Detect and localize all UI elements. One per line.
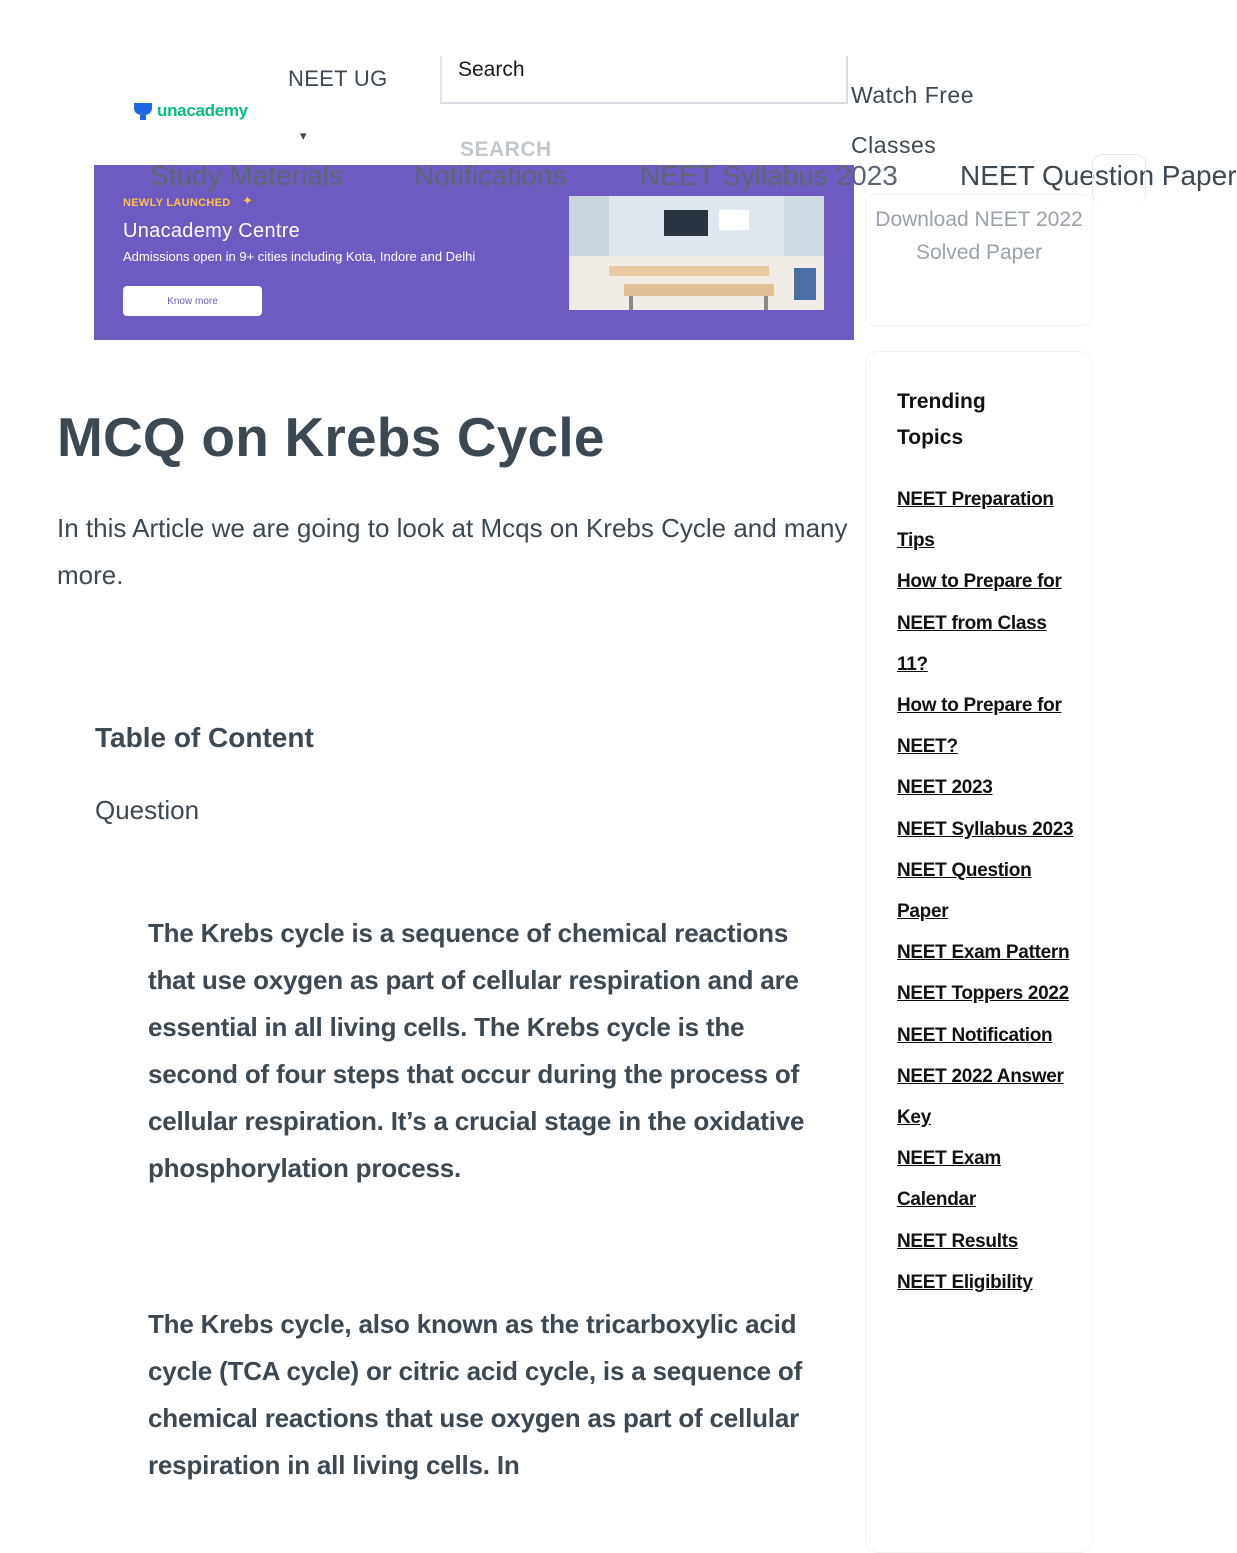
classroom-image — [569, 196, 824, 310]
nav-neet-question-paper[interactable]: NEET Question Paper — [960, 160, 1237, 191]
trending-link[interactable]: NEET Question Paper — [897, 859, 1032, 923]
know-more-button[interactable]: Know more — [123, 286, 262, 316]
banner-title: Unacademy Centre — [123, 220, 301, 242]
nav-neet-syllabus-2023[interactable]: NEET Syllabus 2023 — [640, 160, 898, 191]
trending-item — [897, 973, 1082, 1014]
trending-topics-card — [866, 352, 1092, 1552]
article-paragraph: The Krebs cycle is a sequence of chemical reactions that use oxygen as part of cellular respiration and are essential in all living cells. The Krebs cycle is the second of four steps that occur during the process of cellular respiration. It’s a crucial stage in the oxidative phosphorylation process. — [148, 918, 805, 1183]
toc-title: Table of Content — [95, 722, 314, 753]
trending-item — [897, 1056, 1082, 1138]
banner-badge: NEWLY LAUNCHED — [123, 197, 231, 209]
trending-link[interactable]: NEET Toppers 2022 — [897, 983, 1069, 1005]
logo-icon — [132, 100, 154, 122]
page-title: MCQ on Krebs Cycle — [57, 406, 605, 468]
trending-item — [897, 809, 1082, 850]
unacademy-logo[interactable] — [132, 100, 248, 122]
trending-link[interactable]: How to Prepare for NEET? — [897, 695, 1062, 758]
trending-link[interactable]: NEET Eligibility — [897, 1271, 1033, 1293]
trending-link[interactable]: NEET Exam Pattern — [897, 942, 1070, 964]
chevron-down-icon[interactable]: ▾ — [300, 128, 307, 143]
watch-free-classes-link[interactable]: Watch Free Classes — [851, 82, 975, 158]
trending-item — [897, 767, 1082, 808]
banner-subtitle: Admissions open in 9+ cities including Kota, Indore and Delhi — [123, 249, 476, 264]
article-paragraph: The Krebs cycle, also known as the tricarboxylic acid cycle (TCA cycle) or citric acid cycle, is a sequence of chemical reactions that use oxygen as part of cellular respiration in all living cells. In — [148, 1309, 803, 1480]
trending-item — [897, 479, 1082, 561]
toc-item-question[interactable]: Question — [95, 795, 200, 825]
trending-item — [897, 1138, 1082, 1220]
download-solved-paper-card[interactable] — [866, 195, 1092, 325]
trending-link[interactable]: NEET Results — [897, 1230, 1018, 1252]
trending-item — [897, 1015, 1082, 1056]
trending-item — [897, 850, 1082, 932]
nav-study-materials[interactable]: Study Materials — [150, 160, 343, 191]
logo-text: unacademy — [157, 101, 248, 120]
exam-selector[interactable]: NEET UG — [288, 66, 388, 91]
search-button[interactable]: SEARCH — [460, 138, 552, 161]
nav-notifications[interactable]: Notifications — [414, 160, 567, 191]
trending-link[interactable]: NEET Notification — [897, 1024, 1053, 1046]
nav-scroll-button[interactable] — [1092, 154, 1146, 204]
trending-link[interactable]: NEET Exam Calendar — [897, 1148, 1001, 1211]
trending-link[interactable]: How to Prepare for NEET from Class 11? — [897, 571, 1062, 675]
download-link[interactable]: Download NEET 2022 Solved Paper — [875, 208, 1083, 264]
trending-title: Trending Topics — [897, 390, 986, 449]
trending-item — [897, 1262, 1082, 1303]
trending-link[interactable]: NEET Syllabus 2023 — [897, 818, 1074, 840]
search-input[interactable] — [458, 58, 838, 82]
trending-list — [897, 479, 1082, 1303]
classroom-illustration — [569, 196, 824, 310]
trending-link[interactable]: NEET 2022 Answer Key — [897, 1065, 1064, 1129]
trending-link[interactable]: NEET 2023 — [897, 777, 993, 799]
sparkle-icon: ✦ — [242, 193, 253, 208]
trending-item — [897, 932, 1082, 973]
trending-item — [897, 1221, 1082, 1262]
trending-item — [897, 561, 1082, 685]
trending-link[interactable]: NEET Preparation Tips — [897, 489, 1054, 552]
article-intro: In this Article we are going to look at Mcqs on Krebs Cycle and many more. — [57, 513, 848, 590]
trending-item — [897, 685, 1082, 767]
search-box — [440, 56, 848, 104]
